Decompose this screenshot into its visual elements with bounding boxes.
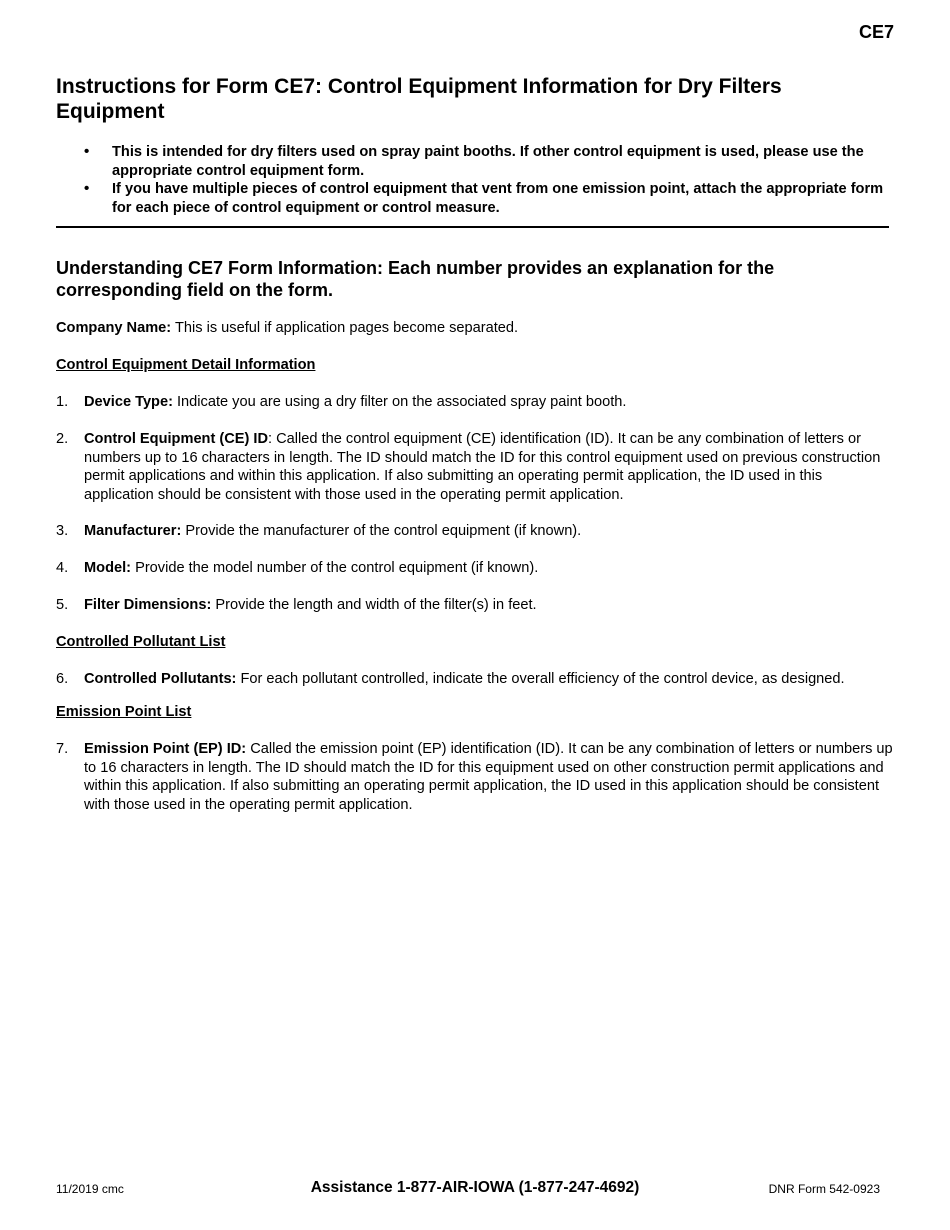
subhead-emission-list: Emission Point List	[56, 704, 192, 720]
instruction-item-1	[56, 393, 896, 412]
company-name-text: This is useful if application pages become separated.	[171, 320, 519, 336]
item-text: Provide the model number of the control equipment (if known).	[131, 560, 539, 576]
company-name-label: Company Name:	[56, 320, 172, 336]
company-name-paragraph	[56, 319, 518, 338]
item-text: Indicate you are using a dry filter on the associated spray paint booth.	[172, 394, 627, 410]
item-label: Filter Dimensions:	[84, 597, 212, 613]
item-label: Emission Point (EP) ID:	[84, 741, 247, 757]
instruction-item-6	[56, 670, 896, 689]
subhead-detail-info: Control Equipment Detail Information	[56, 357, 316, 373]
intro-bullet-2: • If you have multiple pieces of control equipment that vent from one emission point, attach the appropriate form for each piece of control equipment or control measure.	[56, 180, 896, 217]
item-text: Provide the manufacturer of the control equipment (if known).	[181, 523, 582, 539]
instruction-item-4	[56, 559, 896, 578]
item-text: Called the emission point (EP) identification (ID). It can be any combination of letters or numbers up to 16 characters in length. The ID should match the ID for this equipment used on other construction permit applications and within this application. If also submitting an operating permit application, the ID used in this application should be consistent with those used in the operating permit application.	[84, 741, 893, 813]
item-text: : Called the control equipment (CE) identification (ID). It can be any combination of letters or numbers up to 16 characters in length. The ID should match the ID for this control equipment used on previous construction permit applications and within this application. If also submitting an operating permit application, the ID used in this application should be consistent with those used in the operating permit application.	[84, 431, 881, 503]
form-code: CE7	[858, 22, 894, 42]
item-number: 7.	[56, 741, 69, 757]
subhead-pollutant-list: Controlled Pollutant List	[56, 634, 226, 650]
instruction-item-2	[56, 430, 896, 504]
instruction-item-5	[56, 596, 896, 615]
item-label: Control Equipment (CE) ID	[84, 431, 269, 447]
item-number: 6.	[56, 671, 69, 687]
item-label: Model:	[84, 560, 132, 576]
instruction-item-7	[56, 740, 896, 814]
item-number: 2.	[56, 431, 69, 447]
item-label: Device Type:	[84, 394, 173, 410]
page-title: Instructions for Form CE7: Control Equipment Information for Dry Filters Equipment	[56, 75, 782, 123]
horizontal-divider	[56, 226, 889, 228]
item-text: Provide the length and width of the filter(s) in feet.	[211, 597, 537, 613]
intro-bullet-1: • This is intended for dry filters used on spray paint booths. If other control equipment is used, please use the appropriate control equipment form.	[56, 143, 896, 180]
instruction-item-3	[56, 522, 896, 541]
footer-assistance-phone: Assistance 1-877-AIR-IOWA (1-877-247-4692)	[310, 1179, 640, 1196]
item-number: 1.	[56, 394, 69, 410]
intro-bullet-list	[56, 143, 896, 217]
footer-revision: 11/2019 cmc	[56, 1182, 124, 1196]
item-number: 3.	[56, 523, 69, 539]
item-number: 4.	[56, 560, 69, 576]
item-label: Manufacturer:	[84, 523, 182, 539]
footer-form-number: DNR Form 542-0923	[768, 1182, 880, 1196]
item-text: For each pollutant controlled, indicate the overall efficiency of the control device, as designed.	[236, 671, 845, 687]
item-number: 5.	[56, 597, 69, 613]
section-heading: Understanding CE7 Form Information: Each number provides an explanation for the corresponding field on the form.	[56, 258, 775, 300]
item-label: Controlled Pollutants:	[84, 671, 237, 687]
